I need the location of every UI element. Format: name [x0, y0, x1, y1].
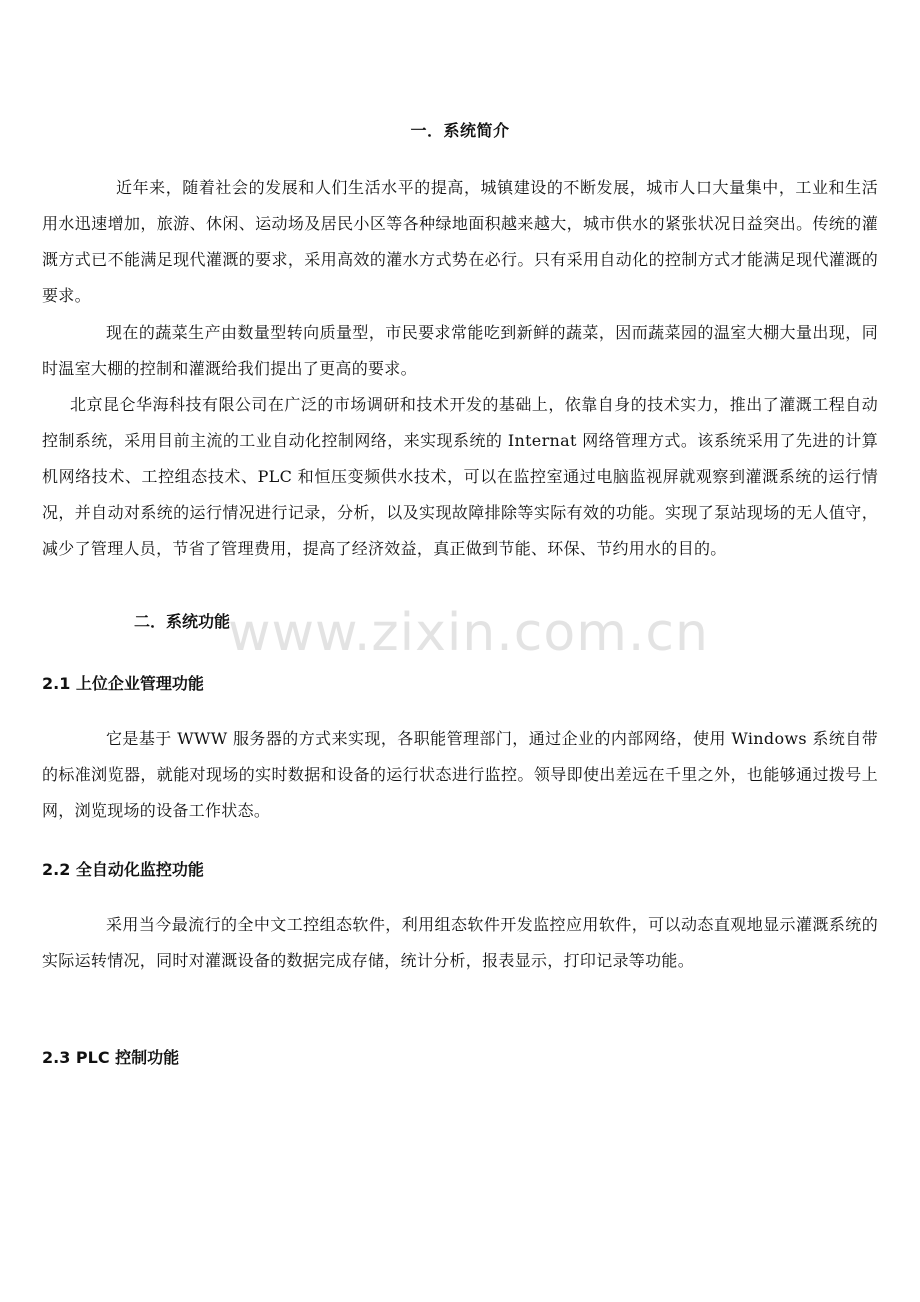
subsection-2-1-heading: 2.1 上位企业管理功能 — [42, 674, 204, 693]
section2-heading: 二．系统功能 — [134, 612, 231, 631]
paragraph-2-2: 采用当今最流行的全中文工控组态软件，利用组态软件开发监控应用软件，可以动态直观地显示灌溉系统的实际运转情况，同时对灌溉设备的数据完成存储，统计分析，报表显示，打印记录等功能。 — [42, 915, 878, 970]
paragraph-vegetables: 现在的蔬菜生产由数量型转向质量型，市民要求常能吃到新鲜的蔬菜，因而蔬菜园的温室大棚大量出现，同时温室大棚的控制和灌溉给我们提出了更高的要求。 — [42, 323, 878, 378]
watermark: www.zixin.com.cn — [228, 603, 709, 663]
subsection-2-2-heading: 2.2 全自动化监控功能 — [42, 860, 204, 879]
paragraph-company: 北京昆仑华海科技有限公司在广泛的市场调研和技术开发的基础上，依靠自身的技术实力，推出了灌溉工程自动控制系统，采用目前主流的工业自动化控制网络，来实现系统的 Internat 网络管理方式。该系统采用了先进的计算机网络技术、工控组态技术、PLC 和恒压变频供水技术，可以在监控室通过电脑监视屏就观察到灌溉系统的运行情况，并自动对系统的运行情况进行记录，分析，以及实现故障排除等实际有效的功能。实现了泵站现场的无人值守，减少了管理人员，节省了管理费用，提高了经济效益，真正做到节能、环保、节约用水的目的。 — [42, 395, 878, 558]
subsection-2-3-heading: 2.3 PLC 控制功能 — [42, 1048, 180, 1067]
paragraph-intro: 近年来，随着社会的发展和人们生活水平的提高，城镇建设的不断发展，城市人口大量集中，工业和生活用水迅速增加，旅游、休闲、运动场及居民小区等各种绿地面积越来越大，城市供水的紧张状况日益突出。传统的灌溉方式已不能满足现代灌溉的要求，采用高效的灌水方式势在必行。只有采用自动化的控制方式才能满足现代灌溉的要求。 — [42, 178, 878, 305]
paragraph-2-1: 它是基于 WWW 服务器的方式来实现，各职能管理部门，通过企业的内部网络，使用 Windows 系统自带的标准浏览器，就能对现场的实时数据和设备的运行状态进行监控。领导即使出差远在千里之外，也能够通过拨号上网，浏览现场的设备工作状态。 — [42, 729, 878, 820]
section1-heading: 一．系统简介 — [410, 121, 510, 140]
